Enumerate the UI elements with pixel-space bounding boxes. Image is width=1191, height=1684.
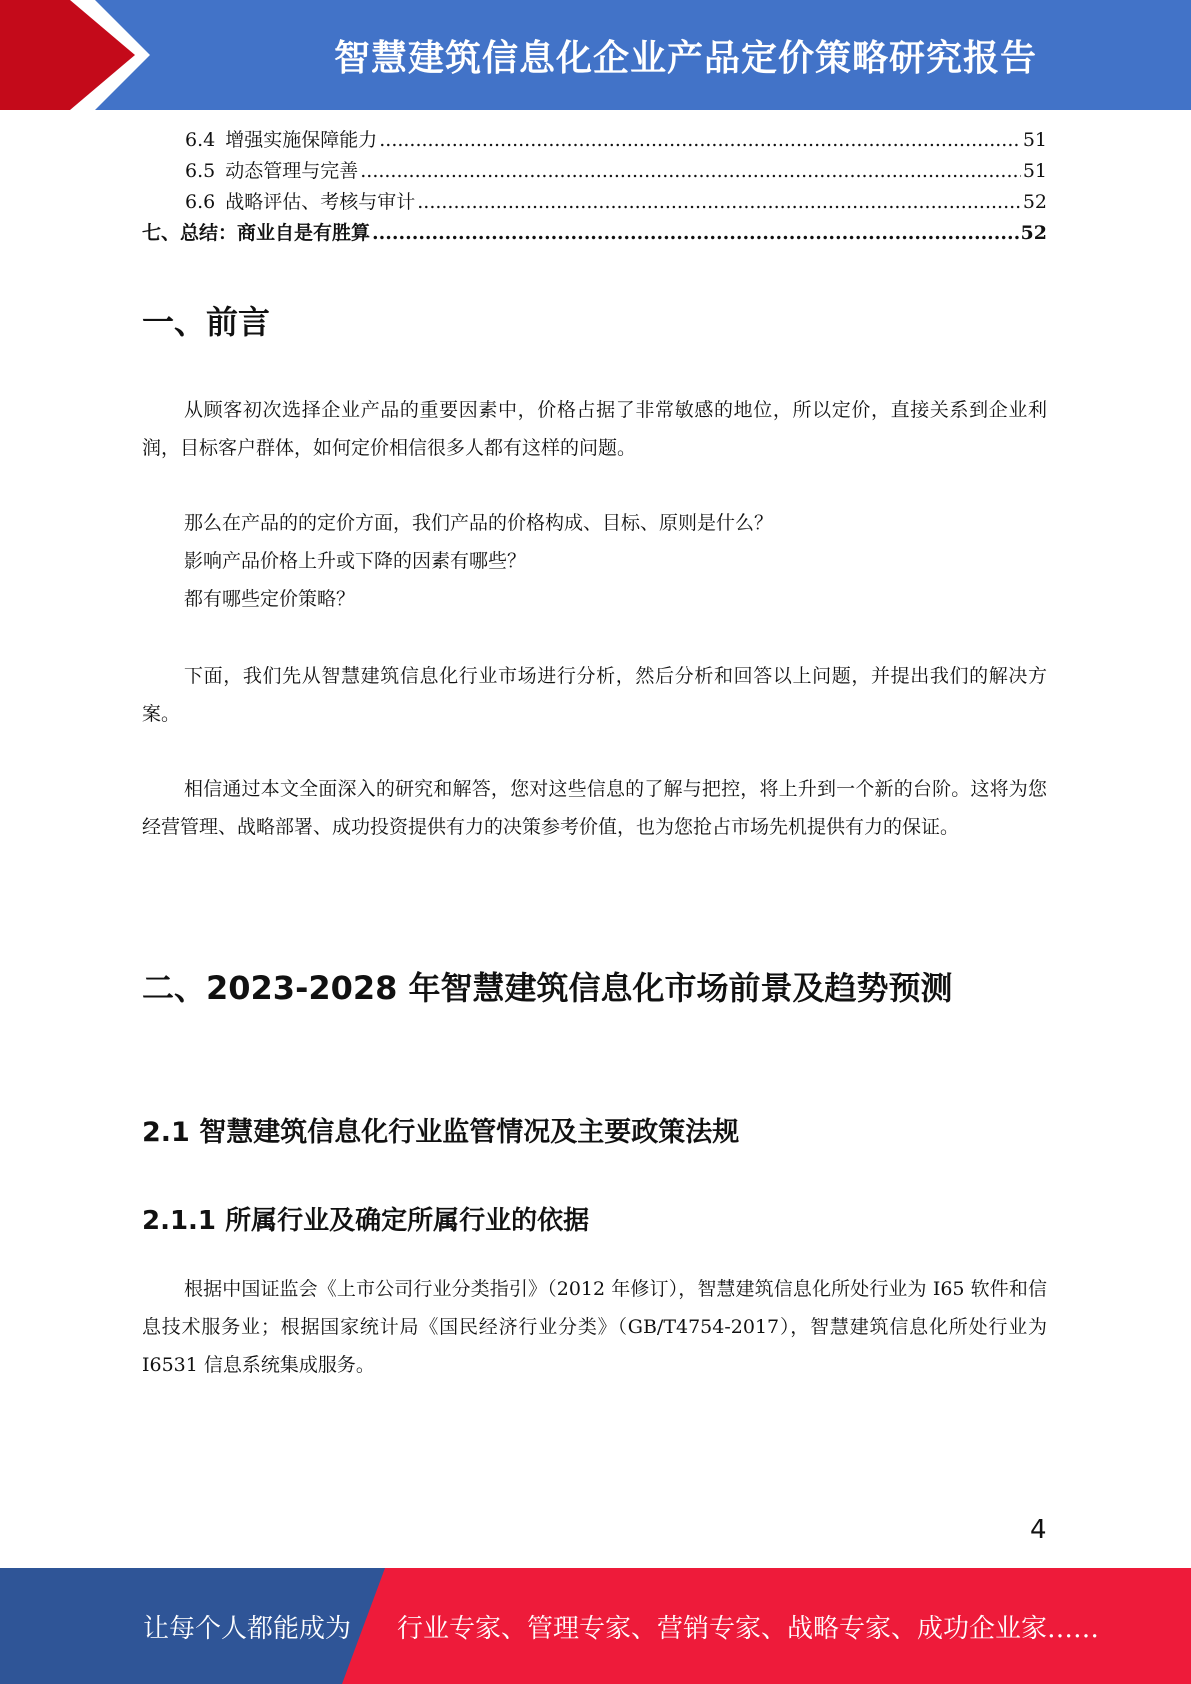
header-chevron-icon <box>0 0 135 110</box>
toc-page: 52 <box>1022 191 1047 213</box>
toc-leader <box>360 156 1021 187</box>
footer-slogan-right: 行业专家、管理专家、营销专家、战略专家、成功企业家…… <box>397 1613 1100 1644</box>
section-heading-market: 二、2023-2028 年智慧建筑信息化市场前景及趋势预测 <box>142 969 953 1007</box>
toc-page: 52 <box>1020 222 1047 244</box>
preface-paragraph: 从顾客初次选择企业产品的重要因素中，价格占据了非常敏感的地位，所以定价，直接关系到企业利润，目标客户群体，如何定价相信很多人都有这样的问题。 <box>142 399 1047 459</box>
preface-question: 都有哪些定价策略？ <box>184 588 356 610</box>
toc-leader <box>417 187 1021 218</box>
section-heading-preface: 一、前言 <box>142 303 271 341</box>
preface-question: 那么在产品的的定价方面，我们产品的价格构成、目标、原则是什么？ <box>184 512 774 534</box>
toc-item[interactable] <box>142 218 1047 249</box>
toc-label: 七、总结：商业自是有胜算 <box>142 222 371 244</box>
toc-number: 6.6 <box>185 191 216 213</box>
toc-number: 6.4 <box>185 129 216 151</box>
page-content <box>142 125 1047 1376</box>
toc-label: 战略评估、考核与审计 <box>225 191 416 213</box>
toc-number: 6.5 <box>185 160 216 182</box>
subsection-heading: 2.1 智慧建筑信息化行业监管情况及主要政策法规 <box>142 1117 740 1148</box>
toc-item[interactable] <box>142 187 1047 218</box>
preface-paragraph: 下面，我们先从智慧建筑信息化行业市场进行分析，然后分析和回答以上问题，并提出我们的解决方案。 <box>142 665 1047 725</box>
toc-item[interactable] <box>142 125 1047 156</box>
preface-paragraph: 相信通过本文全面深入的研究和解答，您对这些信息的了解与把控，将上升到一个新的台阶。这将为您经营管理、战略部署、成功投资提供有力的决策参考价值，也为您抢占市场先机提供有力的保证。 <box>142 778 1047 838</box>
toc-page: 51 <box>1022 129 1047 151</box>
preface-question: 影响产品价格上升或下降的因素有哪些？ <box>184 550 527 572</box>
toc-leader <box>372 218 1019 249</box>
toc-leader <box>379 125 1021 156</box>
table-of-contents <box>142 125 1047 249</box>
footer-slogan-left: 让每个人都能成为 <box>143 1613 352 1644</box>
industry-paragraph: 根据中国证监会《上市公司行业分类指引》（2012 年修订），智慧建筑信息化所处行业为 I65 软件和信息技术服务业；根据国家统计局《国民经济行业分类》（GB/T4754-2017），智慧建筑信息化所处行业为 I6531 信息系统集成服务。 <box>142 1278 1047 1376</box>
toc-label: 增强实施保障能力 <box>225 129 378 151</box>
toc-page: 51 <box>1022 160 1047 182</box>
page-footer <box>0 1568 1191 1684</box>
toc-item[interactable] <box>142 156 1047 187</box>
report-title: 智慧建筑信息化企业产品定价策略研究报告 <box>333 37 1037 79</box>
subsubsection-heading: 2.1.1 所属行业及确定所属行业的依据 <box>142 1206 590 1236</box>
page-number: 4 <box>1030 1515 1047 1545</box>
page-header <box>0 0 1191 110</box>
toc-label: 动态管理与完善 <box>225 160 359 182</box>
